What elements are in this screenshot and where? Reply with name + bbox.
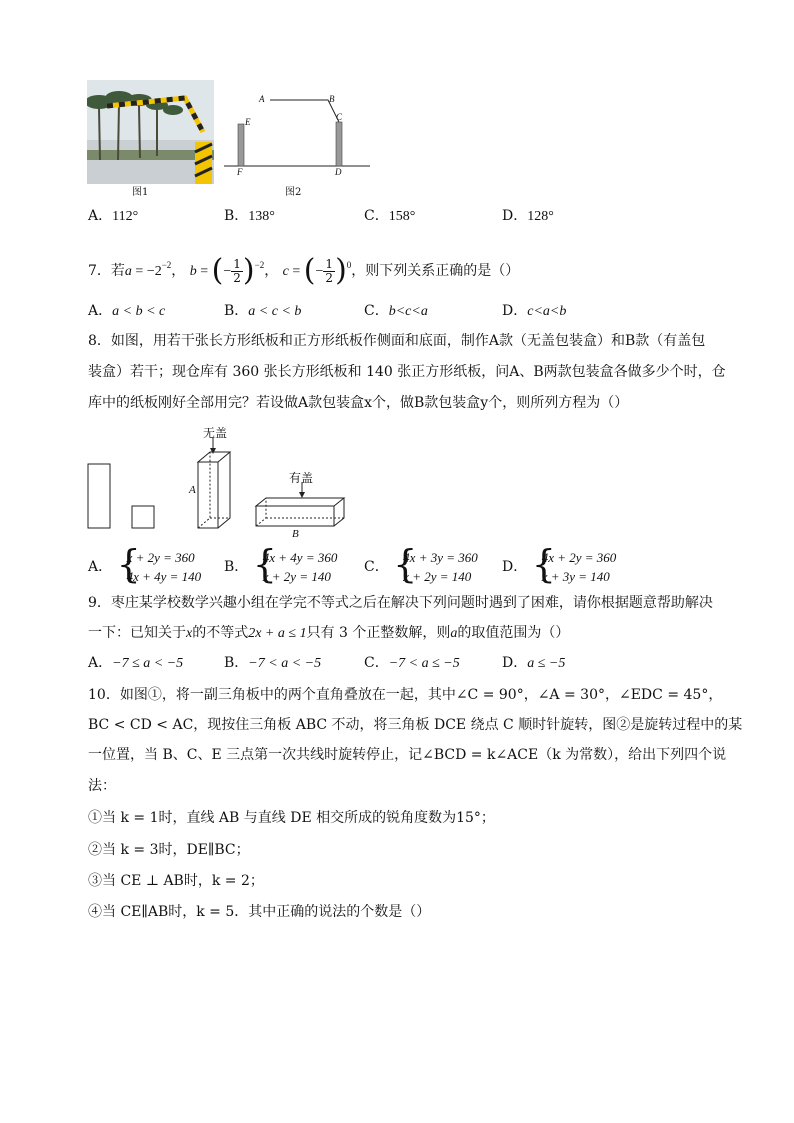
q7-option-a: A．a < b < c [88,303,166,319]
q8-line-3: 库中的纸板刚好全部用完？若设做A款包装盒x个，做B款包装盒y个，则所列方程为（） [88,395,629,411]
fig2-label-C: C [336,112,343,122]
q6-option-b: B．138° [224,208,275,224]
q10-line-2: BC < CD < AC，现按住三角板 ABC 不动，将三角板 DCE 绕点 C 顺时针旋转，图②是旋转过程中的某 [88,717,743,733]
fig2-label-F: F [237,167,243,177]
q7-option-b: B．a < c < b [224,303,302,319]
q7-option-c: C．b<c<a [364,303,428,319]
q7-stem: 7．若$a = -2^{-2}$， b = (− $\frac{1}{2}$ )$^{-2}$， c = (− $\frac{1}{2}$ )$^0$，则下列关系正确的是（） [88,253,520,288]
q8-line-2: 装盒）若干；现仓库有 360 张长方形纸板和 140 张正方形纸板，问A、B两款包装盒各做多少个时，仓 [88,364,726,380]
fig2-label-D: D [335,167,342,177]
fig2-label-E: E [245,117,251,127]
q9-option-a: A．−7 ≤ a < −5 [88,655,184,671]
figure-2-diagram [222,88,372,180]
q10-statement-2: ②当 k = 3时，DE∥BC； [88,842,250,858]
q6-option-d: D．128° [502,208,554,224]
fig2-label-A: A [259,94,265,104]
q8-label-yougai: 有盖 [289,471,314,485]
fig2-label-B: B [329,94,335,104]
q8-label-wugai: 无盖 [203,426,228,440]
q7-option-d: D．c<a<b [502,303,567,319]
q9-option-d: D．a ≤ −5 [502,655,566,671]
q8-label-A: A [189,484,196,496]
q10-line-4: 法： [88,778,116,794]
q8-option-d: D． { 4x + 2y = 360 x + 3y = 140 [502,542,617,586]
q8-option-b: B． { 4x + 4y = 360 x + 2y = 140 [224,542,338,586]
q10-line-1: 10．如图①，将一副三角板中的两个直角叠放在一起，其中∠C = 90°，∠A = 30°，∠EDC = 45°， [88,687,723,703]
q8-label-B: B [292,528,299,540]
q9-option-c: C．−7 < a ≤ −5 [364,655,460,671]
q9-line-2: 一下：已知关于x的不等式2x + a ≤ 1只有 3 个正整数解，则a的取值范围为（） [88,625,570,641]
q8-option-a: A． { x + 2y = 360 4x + 4y = 140 [88,542,202,586]
figure-2-caption: 图2 [285,187,302,198]
figure-1-caption: 图1 [132,187,149,198]
q10-statement-1: ①当 k = 1时，直线 AB 与直线 DE 相交所成的锐角度数为15°； [88,810,495,826]
q10-line-3: 一位置，当 B、C、E 三点第一次共线时旋转停止，记∠BCD = k∠ACE（k 为常数），给出下列四个说 [88,747,727,763]
q8-line-1: 8．如图，用若干张长方形纸板和正方形纸板作侧面和底面，制作A款（无盖包装盒）和B款（有盖包 [88,333,706,349]
q10-statement-4: ④当 CE∥AB时，k = 5．其中正确的说法的个数是（） [88,904,431,920]
q10-statement-3: ③当 CE ⊥ AB时，k = 2； [88,873,264,889]
q6-option-c: C．158° [364,208,416,224]
figure-1-photo [87,80,214,184]
q9-option-b: B．−7 < a < −5 [224,655,322,671]
q6-option-a: A．112° [88,208,139,224]
q8-option-c: C． { 4x + 3y = 360 x + 2y = 140 [364,542,478,586]
q9-line-1: 9．枣庄某学校数学兴趣小组在学完不等式之后在解决下列问题时遇到了困难，请你根据题意帮助解决 [88,595,713,611]
q8-figure [86,424,366,542]
